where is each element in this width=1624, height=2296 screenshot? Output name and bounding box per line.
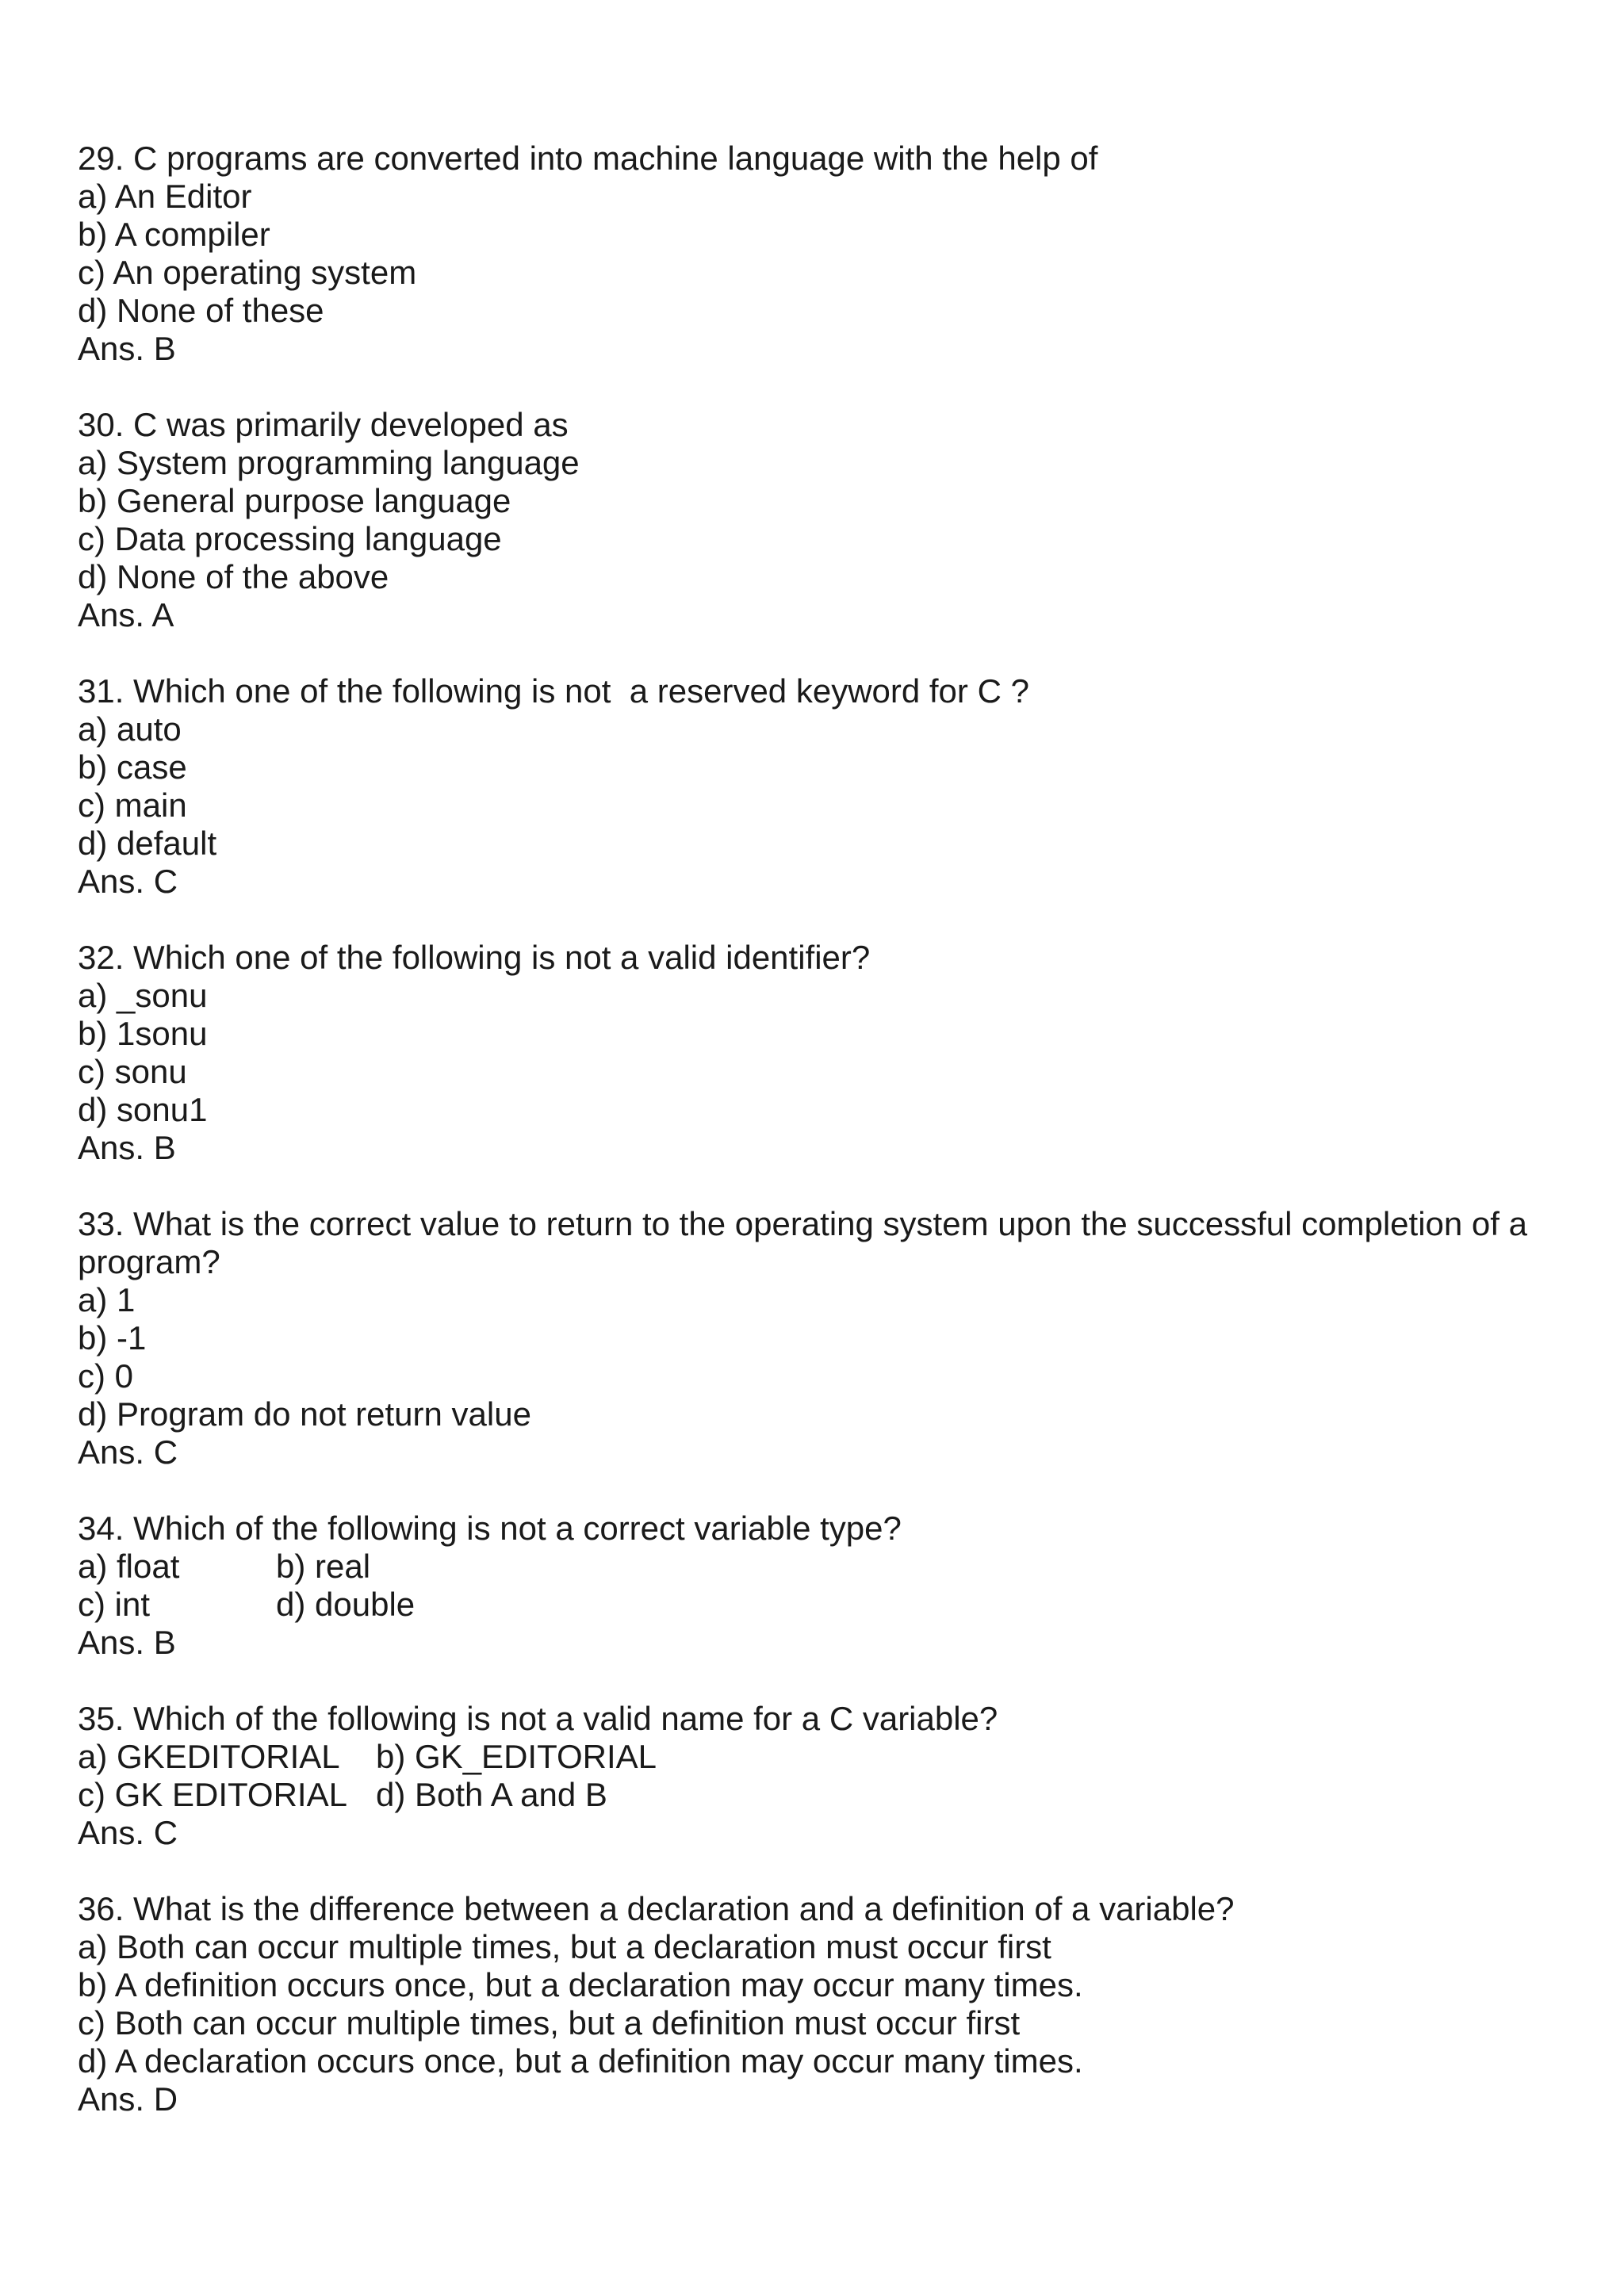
options-grid [78, 1548, 1568, 1624]
option-c: c) 0 [78, 1357, 134, 1395]
answer: Ans. D [78, 2080, 178, 2118]
option-c: c) An operating system [78, 254, 417, 291]
option-c: c) int [78, 1586, 151, 1623]
option-d: d) default [78, 825, 217, 862]
question-stem: 36. What is the difference between a declaration and a definition of a variable? [78, 1890, 1235, 1927]
option-b: b) case [78, 748, 187, 786]
question-34 [78, 1510, 1568, 1662]
question-stem: 35. Which of the following is not a valid name for a C variable? [78, 1700, 998, 1737]
question-35 [78, 1700, 1568, 1852]
question-36 [78, 1890, 1568, 2118]
option-d: d) A declaration occurs once, but a definition may occur many times. [78, 2042, 1083, 2080]
option-b: b) real [276, 1548, 371, 1585]
question-32 [78, 939, 1568, 1167]
question-31 [78, 672, 1568, 901]
option-a: a) Both can occur multiple times, but a declaration must occur first [78, 1928, 1051, 1965]
option-d: d) double [276, 1586, 416, 1623]
option-a: a) 1 [78, 1281, 136, 1318]
answer: Ans. A [78, 596, 174, 633]
question-30 [78, 406, 1568, 634]
question-stem: 31. Which one of the following is not a reserved keyword for C ? [78, 672, 1029, 710]
question-29 [78, 140, 1568, 368]
option-b: b) A definition occurs once, but a declaration may occur many times. [78, 1966, 1083, 2003]
answer: Ans. B [78, 1129, 176, 1166]
option-c: c) Both can occur multiple times, but a definition must occur first [78, 2004, 1021, 2042]
option-d: d) sonu1 [78, 1091, 208, 1128]
question-33 [78, 1205, 1568, 1471]
option-a: a) An Editor [78, 178, 252, 215]
option-b: b) 1sonu [78, 1015, 208, 1052]
question-stem: 29. C programs are converted into machine language with the help of [78, 140, 1098, 177]
answer: Ans. C [78, 1433, 178, 1471]
question-stem: 33. What is the correct value to return to the operating system upon the successful completion of a program? [78, 1205, 1527, 1280]
question-stem: 30. C was primarily developed as [78, 406, 569, 443]
answer: Ans. C [78, 1814, 178, 1851]
options-grid [78, 1738, 1568, 1814]
option-a: a) System programming language [78, 444, 580, 481]
option-d: d) None of these [78, 292, 324, 329]
question-stem: 34. Which of the following is not a correct variable type? [78, 1510, 902, 1547]
option-b: b) -1 [78, 1319, 147, 1357]
option-c: c) Data processing language [78, 520, 502, 557]
option-b: b) General purpose language [78, 482, 511, 519]
option-c: c) sonu [78, 1053, 187, 1090]
option-d: d) Both A and B [376, 1776, 607, 1813]
option-d: d) Program do not return value [78, 1395, 531, 1433]
option-a: a) float [78, 1548, 180, 1585]
answer: Ans. B [78, 1624, 176, 1661]
option-c: c) main [78, 786, 187, 824]
answer: Ans. B [78, 330, 176, 367]
option-d: d) None of the above [78, 558, 389, 595]
question-stem: 32. Which one of the following is not a valid identifier? [78, 939, 871, 976]
option-b: b) GK_EDITORIAL [376, 1738, 657, 1775]
option-c: c) GK EDITORIAL [78, 1776, 347, 1813]
option-a: a) auto [78, 710, 182, 748]
document-page [78, 140, 1568, 2156]
option-a: a) GKEDITORIAL [78, 1738, 340, 1775]
answer: Ans. C [78, 863, 178, 900]
option-b: b) A compiler [78, 216, 270, 253]
option-a: a) _sonu [78, 977, 208, 1014]
